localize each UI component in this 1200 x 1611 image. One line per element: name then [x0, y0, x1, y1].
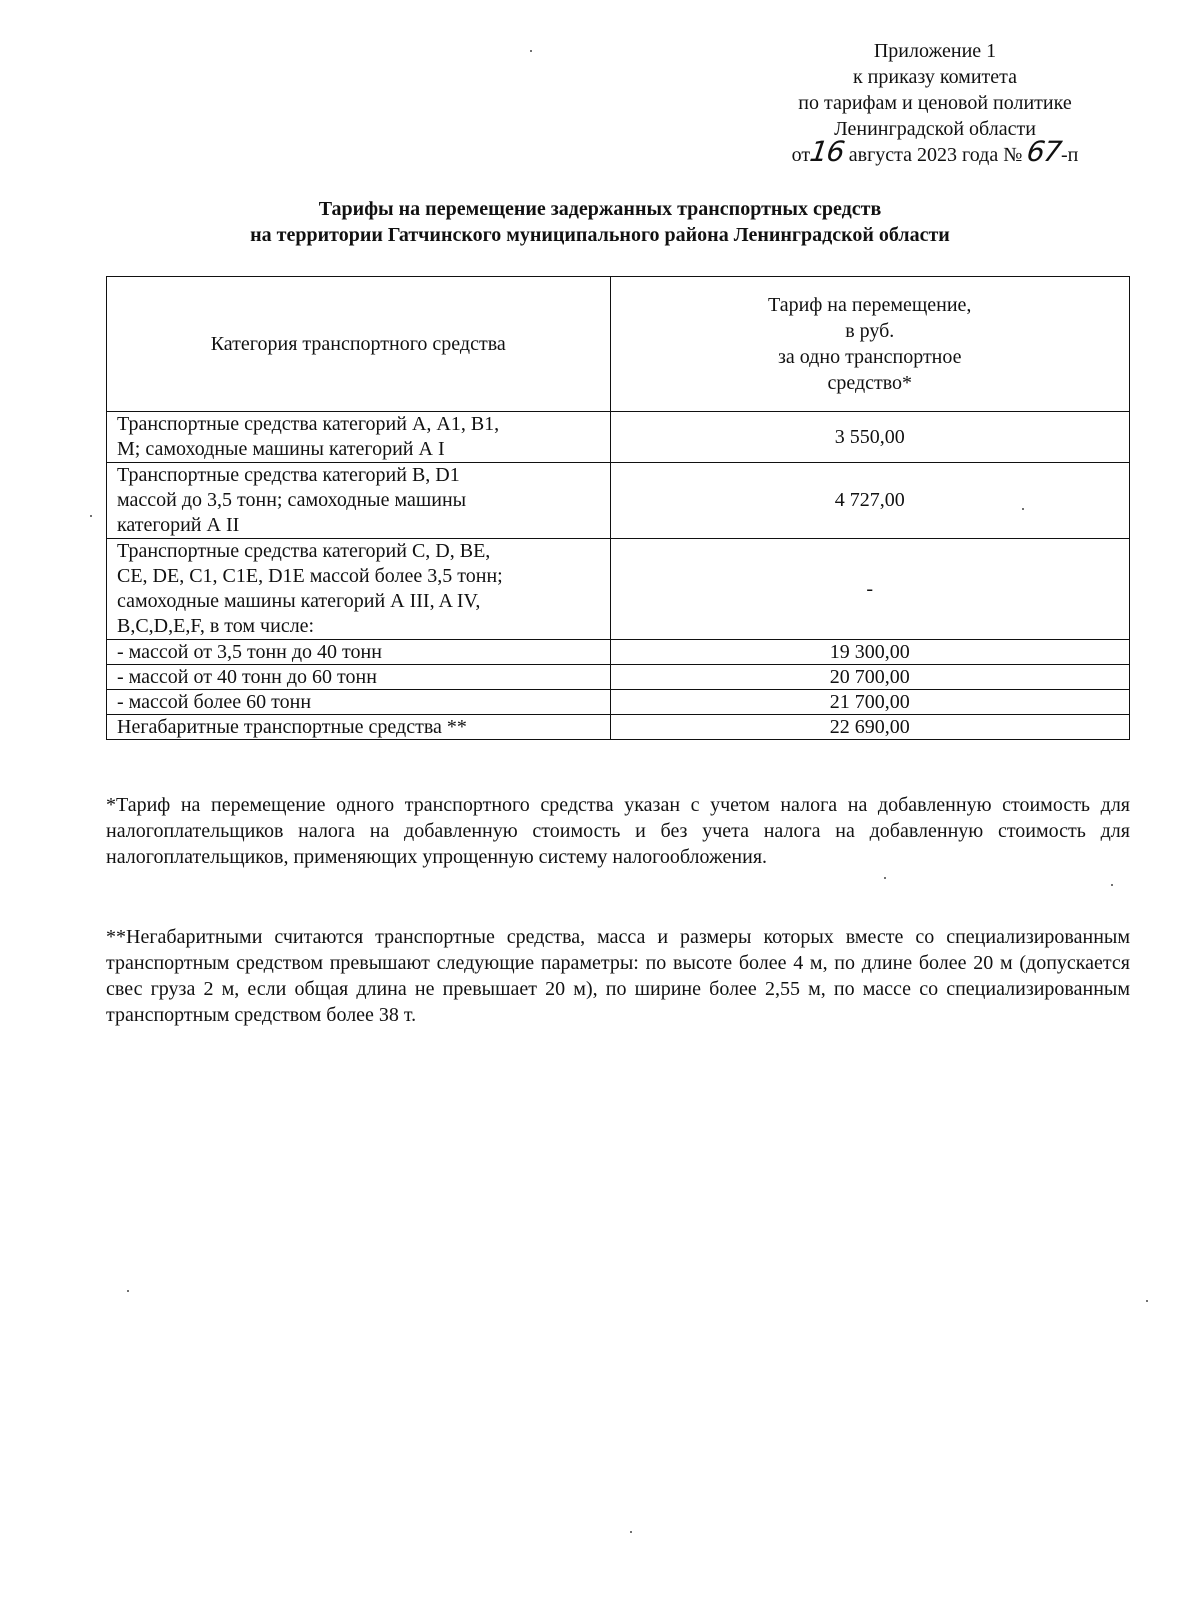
category-cell: - массой от 40 тонн до 60 тонн: [107, 665, 611, 690]
category-line: массой до 3,5 тонн; самоходные машины: [117, 489, 467, 511]
scan-speck: [90, 515, 92, 517]
category-line: самоходные машины категорий А III, A IV,: [117, 590, 481, 612]
tariff-cell: 4 727,00: [610, 463, 1130, 539]
date-middle: августа 2023 года №: [848, 144, 1023, 166]
scan-speck: [630, 1531, 632, 1533]
region-name-line: Ленинградской области: [834, 118, 1036, 140]
order-date-line: [740, 135, 1130, 168]
tariff-header-line-1: Тариф на перемещение,: [768, 294, 972, 316]
table-row: [107, 715, 1130, 740]
scan-speck: [1146, 1300, 1148, 1302]
table-row: [107, 640, 1130, 665]
category-cell: [107, 539, 611, 640]
category-line: Транспортные средства категорий С, D, ВЕ,: [117, 540, 491, 562]
column-header-tariff: [610, 277, 1130, 412]
category-line: Транспортные средства категорий В, D1: [117, 464, 460, 486]
category-cell: - массой от 3,5 тонн до 40 тонн: [107, 640, 611, 665]
category-cell: [107, 463, 611, 539]
column-header-category: Категория транспортного средства: [107, 277, 611, 412]
table-row: [107, 539, 1130, 640]
tariff-header-line-3: за одно транспортное: [777, 346, 962, 368]
category-cell: - массой более 60 тонн: [107, 690, 611, 715]
title-line-1: Тарифы на перемещение задержанных транспортных средств: [318, 198, 882, 220]
order-reference-line: к приказу комитета: [852, 66, 1018, 88]
date-prefix: от: [791, 144, 811, 166]
tariff-cell: 21 700,00: [610, 690, 1130, 715]
appendix-header: [740, 38, 1130, 168]
category-line: B,C,D,E,F, в том числе:: [117, 615, 315, 637]
document-title: [60, 196, 1140, 248]
scan-speck: [1022, 508, 1024, 510]
handwritten-day: 16: [807, 135, 847, 168]
title-line-2: на территории Гатчинского муниципального района Ленинградской области: [250, 224, 950, 246]
category-cell: [107, 412, 611, 463]
category-line: категорий А II: [117, 514, 240, 536]
tariff-header-line-4: средство*: [827, 372, 913, 394]
tariff-header-line-2: в руб.: [845, 320, 895, 342]
table-row: [107, 665, 1130, 690]
scan-speck: [530, 50, 532, 52]
tariff-cell: -: [610, 539, 1130, 640]
table-row: [107, 463, 1130, 539]
category-line: Транспортные средства категорий А, А1, В1,: [117, 413, 500, 435]
category-line: М; самоходные машины категорий А I: [117, 438, 445, 460]
scan-speck: [884, 877, 886, 879]
tariff-cell: 22 690,00: [610, 715, 1130, 740]
tariff-cell: 19 300,00: [610, 640, 1130, 665]
table-row: [107, 690, 1130, 715]
category-cell: Негабаритные транспортные средства **: [107, 715, 611, 740]
scan-speck: [1111, 884, 1113, 886]
order-number-suffix: -п: [1060, 144, 1079, 166]
footnote-oversized: **Негабаритными считаются транспортные средства, масса и размеры которых вместе со специализированным транспортным средством превышают следующие параметры: по высоте более 4 м, по длине более 20 м (допускается свес груза 2 м, если общая длина не превышает 20 м), по ширине более 2,55 м, по массе со специализированным транспортным средством более 38 т.: [106, 926, 1130, 1026]
tariff-cell: 3 550,00: [610, 412, 1130, 463]
tariff-cell: 20 700,00: [610, 665, 1130, 690]
footnote-vat: *Тариф на перемещение одного транспортного средства указан с учетом налога на добавленную стоимость для налогоплательщиков налога на добавленную стоимость и без учета налога на добавленную стоимость для налогоплательщиков, применяющих упрощенную систему налогообложения.: [106, 794, 1130, 868]
scan-speck: [127, 1290, 129, 1292]
category-line: СЕ, DE, С1, С1Е, D1E массой более 3,5 тонн;: [117, 565, 503, 587]
handwritten-order-number: 67: [1025, 135, 1064, 168]
committee-name-line: по тарифам и ценовой политике: [798, 92, 1072, 114]
table-row: [107, 412, 1130, 463]
appendix-label: Приложение 1: [873, 40, 997, 62]
tariff-table: [106, 276, 1130, 740]
table-header-row: [107, 277, 1130, 412]
